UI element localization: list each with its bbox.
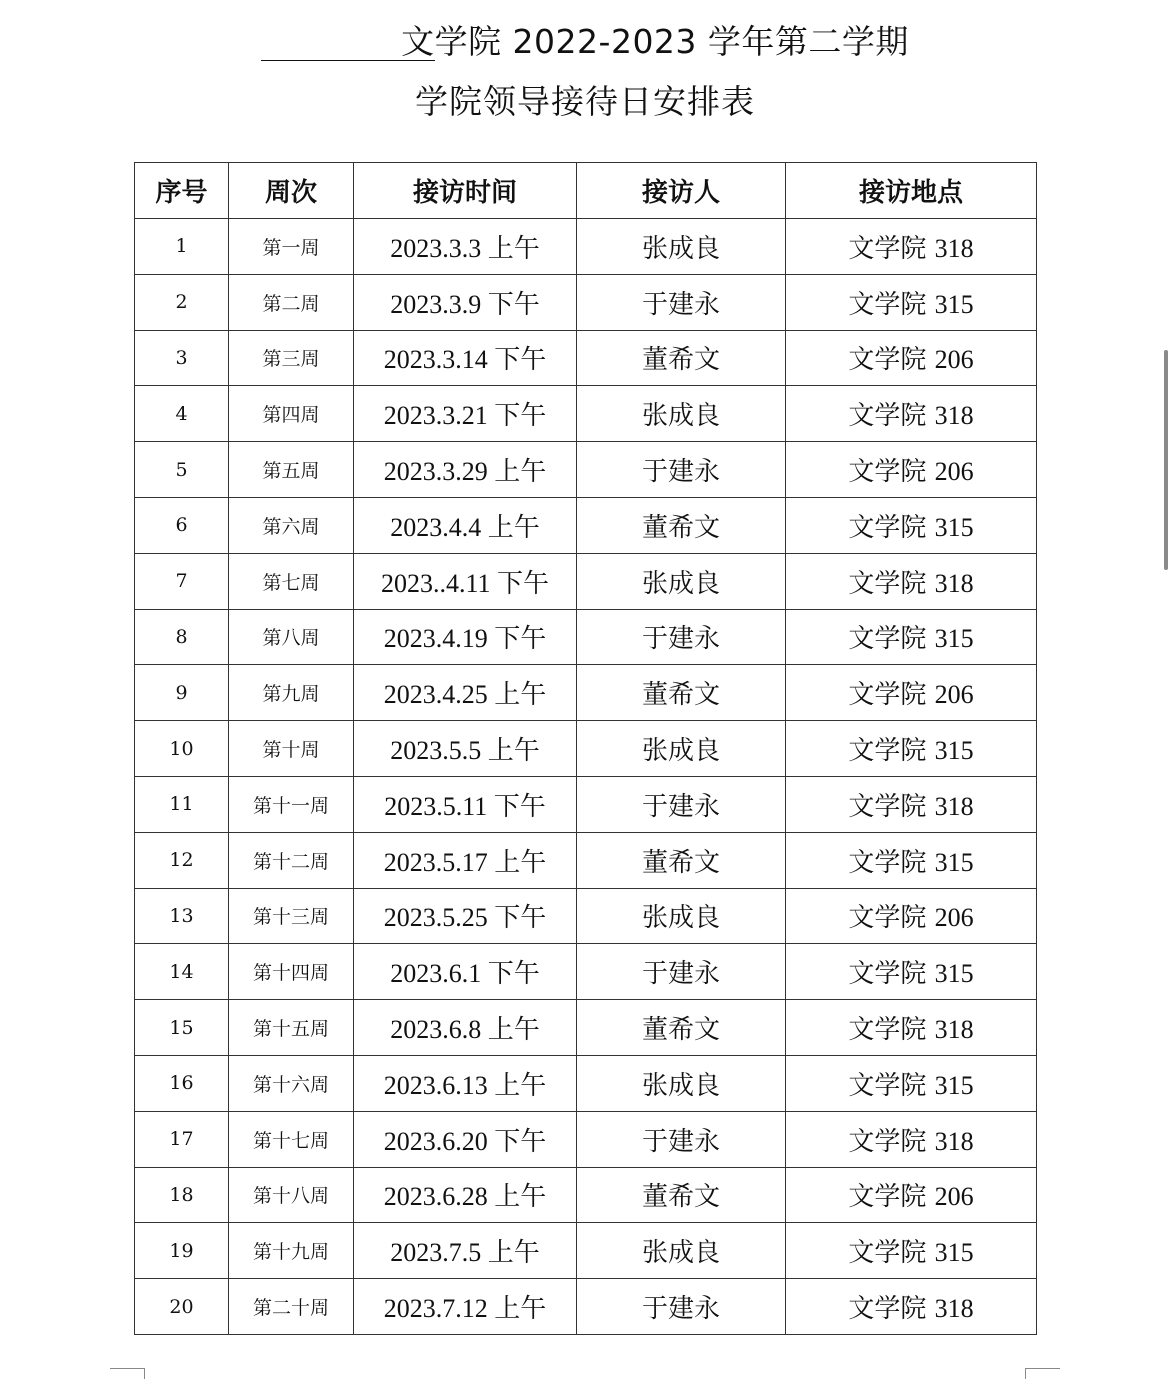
header-time: 接访时间	[354, 163, 577, 219]
cell-no: 14	[135, 944, 229, 1000]
table-row	[135, 1223, 1037, 1279]
cell-person: 于建永	[577, 609, 786, 665]
cell-date: 2023.6.8	[390, 1015, 482, 1045]
table-row	[135, 1167, 1037, 1223]
table-row	[135, 832, 1037, 888]
cell-person: 董希文	[577, 665, 786, 721]
cell-place	[786, 497, 1037, 553]
cell-ampm: 下午	[494, 903, 547, 934]
cell-person: 张成良	[577, 888, 786, 944]
table-row	[135, 776, 1037, 832]
table-row	[135, 553, 1037, 609]
cell-time	[354, 1111, 577, 1167]
cell-date: 2023.3.21	[383, 401, 488, 431]
cell-place	[786, 944, 1037, 1000]
cell-date: 2023..4.11	[380, 568, 491, 598]
cell-room: 206	[934, 457, 974, 487]
cell-person: 董希文	[577, 1167, 786, 1223]
cell-person: 董希文	[577, 1000, 786, 1056]
table-row	[135, 497, 1037, 553]
cell-ampm: 上午	[494, 680, 547, 711]
cell-week: 第七周	[229, 553, 354, 609]
cell-no: 7	[135, 553, 229, 609]
table-row	[135, 274, 1037, 330]
table-row	[135, 944, 1037, 1000]
cell-ampm: 上午	[494, 1182, 547, 1213]
cell-week: 第十二周	[229, 832, 354, 888]
table-row	[135, 1000, 1037, 1056]
cell-time	[354, 1167, 577, 1223]
cell-date: 2023.7.12	[383, 1294, 488, 1324]
cell-room: 318	[934, 1294, 974, 1324]
cell-week: 第十三周	[229, 888, 354, 944]
cell-no: 10	[135, 721, 229, 777]
cell-ampm: 下午	[494, 624, 547, 655]
cell-week: 第十四周	[229, 944, 354, 1000]
cell-place-name: 文学院	[848, 959, 927, 990]
table-row	[135, 330, 1037, 386]
cell-ampm: 上午	[494, 1294, 547, 1325]
header-week: 周次	[229, 163, 354, 219]
vertical-scrollbar[interactable]	[1164, 350, 1168, 570]
cell-person: 董希文	[577, 832, 786, 888]
header-person: 接访人	[577, 163, 786, 219]
cell-ampm: 上午	[487, 1238, 540, 1269]
cell-place	[786, 776, 1037, 832]
cell-date: 2023.5.17	[383, 847, 488, 877]
cell-place	[786, 832, 1037, 888]
cell-week: 第十八周	[229, 1167, 354, 1223]
header-place: 接访地点	[786, 163, 1037, 219]
cell-week: 第十周	[229, 721, 354, 777]
cell-date: 2023.4.19	[383, 624, 488, 654]
cell-ampm: 上午	[487, 233, 540, 264]
cell-ampm: 下午	[497, 568, 550, 599]
cell-ampm: 上午	[487, 736, 540, 767]
cell-ampm: 上午	[494, 847, 547, 878]
cell-time	[354, 665, 577, 721]
cell-ampm: 上午	[487, 512, 540, 543]
cell-place-name: 文学院	[848, 1238, 927, 1269]
cell-person: 张成良	[577, 721, 786, 777]
cell-no: 3	[135, 330, 229, 386]
cell-time	[354, 386, 577, 442]
cell-date: 2023.3.14	[383, 345, 488, 375]
cell-time	[354, 1223, 577, 1279]
cell-time	[354, 553, 577, 609]
cell-week: 第五周	[229, 442, 354, 498]
cell-time	[354, 1279, 577, 1335]
cell-room: 315	[934, 512, 974, 542]
table-row	[135, 442, 1037, 498]
cell-time	[354, 274, 577, 330]
cell-place	[786, 386, 1037, 442]
cell-person: 董希文	[577, 330, 786, 386]
cell-person: 于建永	[577, 274, 786, 330]
cell-person: 张成良	[577, 1223, 786, 1279]
cell-room: 315	[934, 1070, 974, 1100]
cell-week: 第二十周	[229, 1279, 354, 1335]
cell-room: 315	[934, 959, 974, 989]
cell-date: 2023.6.28	[383, 1182, 488, 1212]
table-row	[135, 219, 1037, 275]
cell-room: 315	[934, 847, 974, 877]
cell-person: 于建永	[577, 1279, 786, 1335]
cell-place-name: 文学院	[848, 1182, 927, 1213]
cell-place	[786, 219, 1037, 275]
cell-week: 第九周	[229, 665, 354, 721]
table-row	[135, 721, 1037, 777]
cell-place	[786, 1111, 1037, 1167]
cell-room: 318	[934, 1126, 974, 1156]
table-row	[135, 888, 1037, 944]
cell-ampm: 下午	[487, 959, 540, 990]
cell-no: 13	[135, 888, 229, 944]
reception-schedule-table	[134, 162, 1037, 1335]
cell-time	[354, 832, 577, 888]
cell-no: 5	[135, 442, 229, 498]
cell-week: 第十六周	[229, 1055, 354, 1111]
cell-place-name: 文学院	[848, 847, 927, 878]
table-row	[135, 609, 1037, 665]
cell-no: 9	[135, 665, 229, 721]
cell-place-name: 文学院	[848, 289, 927, 320]
cell-ampm: 上午	[494, 1070, 547, 1101]
cell-time	[354, 497, 577, 553]
cell-room: 206	[934, 1182, 974, 1212]
cell-week: 第八周	[229, 609, 354, 665]
cell-place	[786, 442, 1037, 498]
cell-date: 2023.3.9	[390, 289, 488, 319]
cell-place-name: 文学院	[848, 345, 927, 376]
table-row	[135, 665, 1037, 721]
cell-room: 318	[934, 1015, 974, 1045]
title-line1-text: 学院 2022-2023 学年第二学期	[434, 22, 909, 61]
cell-time	[354, 776, 577, 832]
cell-place-name: 文学院	[848, 624, 927, 655]
table-row	[135, 1111, 1037, 1167]
cell-room: 318	[934, 233, 974, 263]
cell-week: 第一周	[229, 219, 354, 275]
cell-no: 6	[135, 497, 229, 553]
cell-ampm: 下午	[494, 345, 547, 376]
cell-place	[786, 330, 1037, 386]
cell-date: 2023.5.25	[383, 903, 488, 933]
cell-room: 318	[934, 791, 974, 821]
cell-place	[786, 888, 1037, 944]
cell-person: 张成良	[577, 1055, 786, 1111]
cell-person: 张成良	[577, 219, 786, 275]
cell-time	[354, 1055, 577, 1111]
cell-week: 第二周	[229, 274, 354, 330]
cell-room: 315	[934, 289, 974, 319]
cell-week: 第三周	[229, 330, 354, 386]
cell-place-name: 文学院	[848, 791, 927, 822]
cell-date: 2023.3.29	[383, 457, 488, 487]
cell-place	[786, 1279, 1037, 1335]
cell-room: 206	[934, 680, 974, 710]
cell-no: 20	[135, 1279, 229, 1335]
cell-date: 2023.4.4	[390, 512, 482, 542]
cell-time	[354, 944, 577, 1000]
cell-time	[354, 721, 577, 777]
cell-date: 2023.7.5	[390, 1238, 482, 1268]
cell-place-name: 文学院	[848, 680, 927, 711]
cell-place-name: 文学院	[848, 1015, 927, 1046]
cell-date: 2023.6.20	[383, 1126, 488, 1156]
table-row	[135, 1055, 1037, 1111]
cell-room: 315	[934, 1238, 974, 1268]
cell-week: 第十九周	[229, 1223, 354, 1279]
cell-week: 第六周	[229, 497, 354, 553]
cell-ampm: 下午	[487, 289, 540, 320]
cell-no: 4	[135, 386, 229, 442]
cell-room: 206	[934, 345, 974, 375]
page-corner-mark-left	[110, 1368, 145, 1379]
cell-place-name: 文学院	[848, 233, 927, 264]
document-subtitle: 学院领导接待日安排表	[415, 82, 755, 121]
cell-room: 318	[934, 568, 974, 598]
cell-place	[786, 1167, 1037, 1223]
cell-place	[786, 721, 1037, 777]
cell-date: 2023.4.25	[383, 680, 488, 710]
cell-room: 206	[934, 903, 974, 933]
cell-person: 于建永	[577, 944, 786, 1000]
cell-place-name: 文学院	[848, 1070, 927, 1101]
cell-place	[786, 1055, 1037, 1111]
cell-time	[354, 330, 577, 386]
cell-week: 第十五周	[229, 1000, 354, 1056]
cell-date: 2023.5.11	[384, 791, 488, 821]
cell-place-name: 文学院	[848, 903, 927, 934]
cell-ampm: 下午	[493, 791, 546, 822]
cell-no: 17	[135, 1111, 229, 1167]
cell-place-name: 文学院	[848, 512, 927, 543]
cell-place	[786, 1223, 1037, 1279]
cell-week: 第十一周	[229, 776, 354, 832]
cell-time	[354, 1000, 577, 1056]
cell-person: 于建永	[577, 776, 786, 832]
cell-place	[786, 665, 1037, 721]
cell-place-name: 文学院	[848, 401, 927, 432]
cell-place-name: 文学院	[848, 457, 927, 488]
cell-date: 2023.6.1	[390, 959, 482, 989]
cell-place	[786, 553, 1037, 609]
cell-no: 8	[135, 609, 229, 665]
college-name-blank: 文	[261, 24, 435, 61]
cell-place	[786, 274, 1037, 330]
table-header-row	[135, 163, 1037, 219]
cell-place-name: 文学院	[848, 568, 927, 599]
table-row	[135, 386, 1037, 442]
cell-time	[354, 609, 577, 665]
cell-room: 315	[934, 624, 974, 654]
cell-ampm: 下午	[494, 401, 547, 432]
cell-person: 张成良	[577, 553, 786, 609]
cell-no: 15	[135, 1000, 229, 1056]
page-corner-mark-right	[1025, 1368, 1060, 1379]
cell-no: 12	[135, 832, 229, 888]
cell-date: 2023.6.13	[383, 1070, 488, 1100]
cell-no: 16	[135, 1055, 229, 1111]
cell-date: 2023.3.3	[390, 233, 482, 263]
cell-date: 2023.5.5	[390, 736, 482, 766]
document-title	[0, 18, 1170, 66]
cell-place	[786, 609, 1037, 665]
cell-no: 11	[135, 776, 229, 832]
cell-place	[786, 1000, 1037, 1056]
cell-person: 于建永	[577, 442, 786, 498]
cell-time	[354, 442, 577, 498]
cell-time	[354, 219, 577, 275]
cell-ampm: 上午	[494, 457, 547, 488]
cell-room: 318	[934, 401, 974, 431]
cell-place-name: 文学院	[848, 1294, 927, 1325]
cell-room: 315	[934, 736, 974, 766]
cell-place-name: 文学院	[848, 736, 927, 767]
cell-person: 董希文	[577, 497, 786, 553]
table-row	[135, 1279, 1037, 1335]
cell-no: 2	[135, 274, 229, 330]
cell-ampm: 下午	[494, 1126, 547, 1157]
cell-person: 张成良	[577, 386, 786, 442]
cell-ampm: 上午	[487, 1015, 540, 1046]
cell-week: 第四周	[229, 386, 354, 442]
table-body	[135, 219, 1037, 1335]
cell-week: 第十七周	[229, 1111, 354, 1167]
cell-no: 1	[135, 219, 229, 275]
cell-place-name: 文学院	[848, 1126, 927, 1157]
cell-no: 18	[135, 1167, 229, 1223]
header-no: 序号	[135, 163, 229, 219]
cell-no: 19	[135, 1223, 229, 1279]
cell-person: 于建永	[577, 1111, 786, 1167]
cell-time	[354, 888, 577, 944]
